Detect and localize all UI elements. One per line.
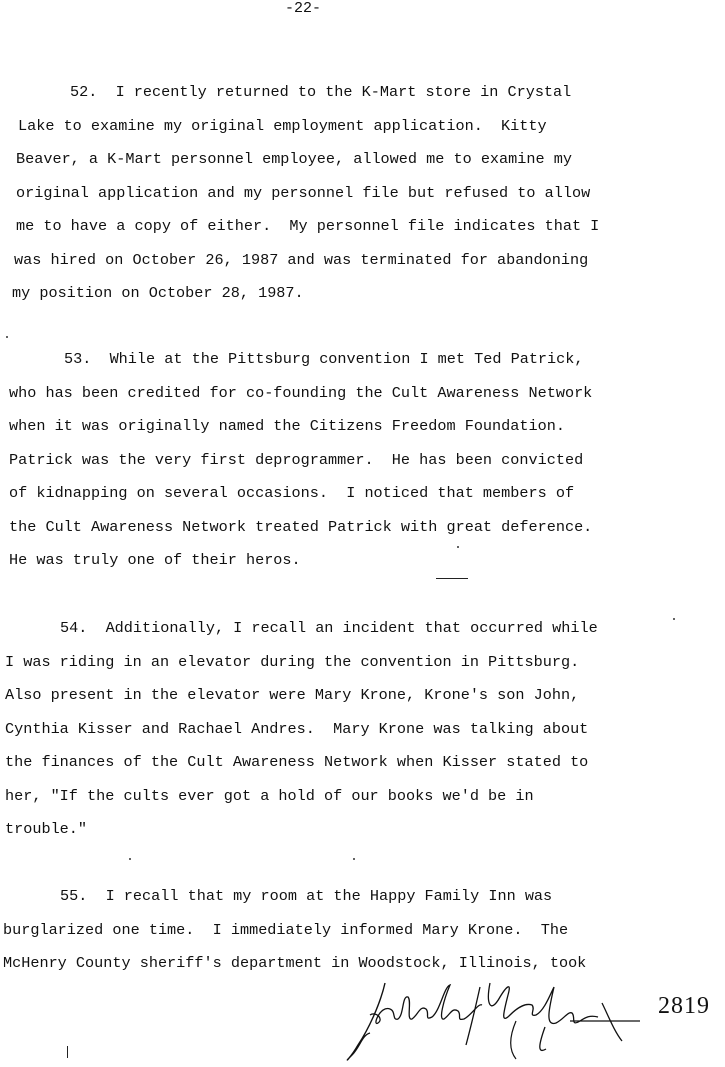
text-line: Lake to examine my original employment application. Kitty [18, 116, 547, 135]
text-line: 53. While at the Pittsburg convention I met Ted Patrick, [64, 350, 584, 368]
scan-speck [129, 858, 131, 860]
paragraph-55 [0, 880, 725, 981]
scan-speck [673, 618, 675, 620]
text-line: of kidnapping on several occasions. I noticed that members of [9, 484, 575, 502]
text-line: was hired on October 26, 1987 and was terminated for abandoning [14, 250, 589, 269]
text-line: He was truly one of their heros. [9, 551, 301, 569]
text-line: the finances of the Cult Awareness Network when Kisser stated to [5, 753, 589, 771]
text-line: me to have a copy of either. My personnel file indicates that I [16, 217, 600, 235]
text-line: 55. I recall that my room at the Happy Family Inn was [60, 887, 553, 905]
page-number: -22- [285, 0, 322, 17]
text-line: Also present in the elevator were Mary Krone, Krone's son John, [5, 686, 580, 704]
text-line: 52. I recently returned to the K-Mart store in Crystal [70, 83, 572, 101]
bates-number: 2819 [658, 993, 710, 1019]
text-line: I was riding in an elevator during the convention in Pittsburg. [5, 652, 580, 671]
text-line: 54. Additionally, I recall an incident that occurred while [60, 619, 598, 637]
text-line: burglarized one time. I immediately informed Mary Krone. The [3, 920, 569, 939]
paragraph-53 [0, 343, 725, 578]
text-line: when it was originally named the Citizens Freedom Foundation. [9, 417, 565, 435]
scan-speck [457, 546, 459, 548]
text-line: Patrick was the very first deprogrammer. He has been convicted [9, 450, 584, 469]
text-line: who has been credited for co-founding the Cult Awareness Network [9, 383, 593, 402]
text-line: original application and my personnel file but refused to allow [16, 183, 591, 202]
text-line: the Cult Awareness Network treated Patrick with great deference. [9, 517, 593, 536]
scan-speck [6, 336, 8, 338]
signature [340, 975, 645, 1065]
text-line: trouble." [5, 820, 88, 838]
paragraph-52 [0, 76, 725, 311]
text-line: McHenry County sheriff's department in Woodstock, Illinois, took [3, 954, 587, 972]
text-line: Beaver, a K-Mart personnel employee, allowed me to examine my [16, 150, 572, 168]
text-line: my position on October 28, 1987. [12, 284, 304, 302]
handwritten-dash [436, 578, 468, 579]
paragraph-54 [0, 612, 725, 847]
margin-mark [67, 1046, 68, 1058]
text-line: her, "If the cults ever got a hold of our books we'd be in [5, 786, 534, 805]
text-line: Cynthia Kisser and Rachael Andres. Mary Krone was talking about [5, 719, 589, 738]
scan-speck [353, 858, 355, 860]
